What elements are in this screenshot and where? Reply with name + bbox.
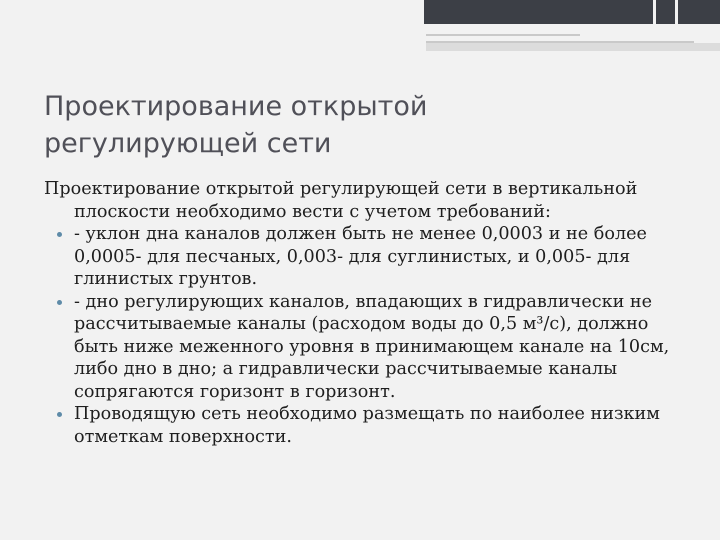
bullet-text: - уклон дна каналов должен быть не менее 0,0003 и не более 0,0005- для песчаных, 0,003- для суглинистых, и 0,005- для глинистых грунтов. — [74, 224, 647, 289]
bullet-list — [44, 223, 694, 448]
slide-title — [44, 88, 644, 162]
decoration-stripe — [653, 0, 656, 24]
bullet-item — [44, 403, 694, 448]
slide-title-line-2: регулирующей сети — [44, 128, 332, 159]
bullet-item — [44, 291, 694, 404]
decoration-block — [426, 43, 720, 51]
header-decoration-bar — [424, 0, 720, 24]
slide-body — [44, 178, 694, 448]
decoration-stripe — [675, 0, 678, 24]
bullet-dot-icon — [57, 412, 62, 417]
intro-paragraph: Проектирование открытой регулирующей сети в вертикальной плоскости необходимо вести с учетом требований: — [44, 179, 638, 222]
bullet-text: Проводящую сеть необходимо размещать по наиболее низким отметкам поверхности. — [74, 404, 660, 447]
slide-title-line-1: Проектирование открытой — [44, 91, 428, 122]
bullet-dot-icon — [57, 232, 62, 237]
bullet-item — [44, 223, 694, 291]
decoration-line — [426, 34, 580, 36]
bullet-text: - дно регулирующих каналов, впадающих в гидравлически не рассчитываемые каналы (расходом воды до 0,5 м³/с), должно быть ниже меженного уровня в принимающем канале на 10см, либо дно в дно; а гидравлически рассчитываемые каналы сопрягаются горизонт в горизонт. — [74, 291, 670, 402]
bullet-dot-icon — [57, 300, 62, 305]
